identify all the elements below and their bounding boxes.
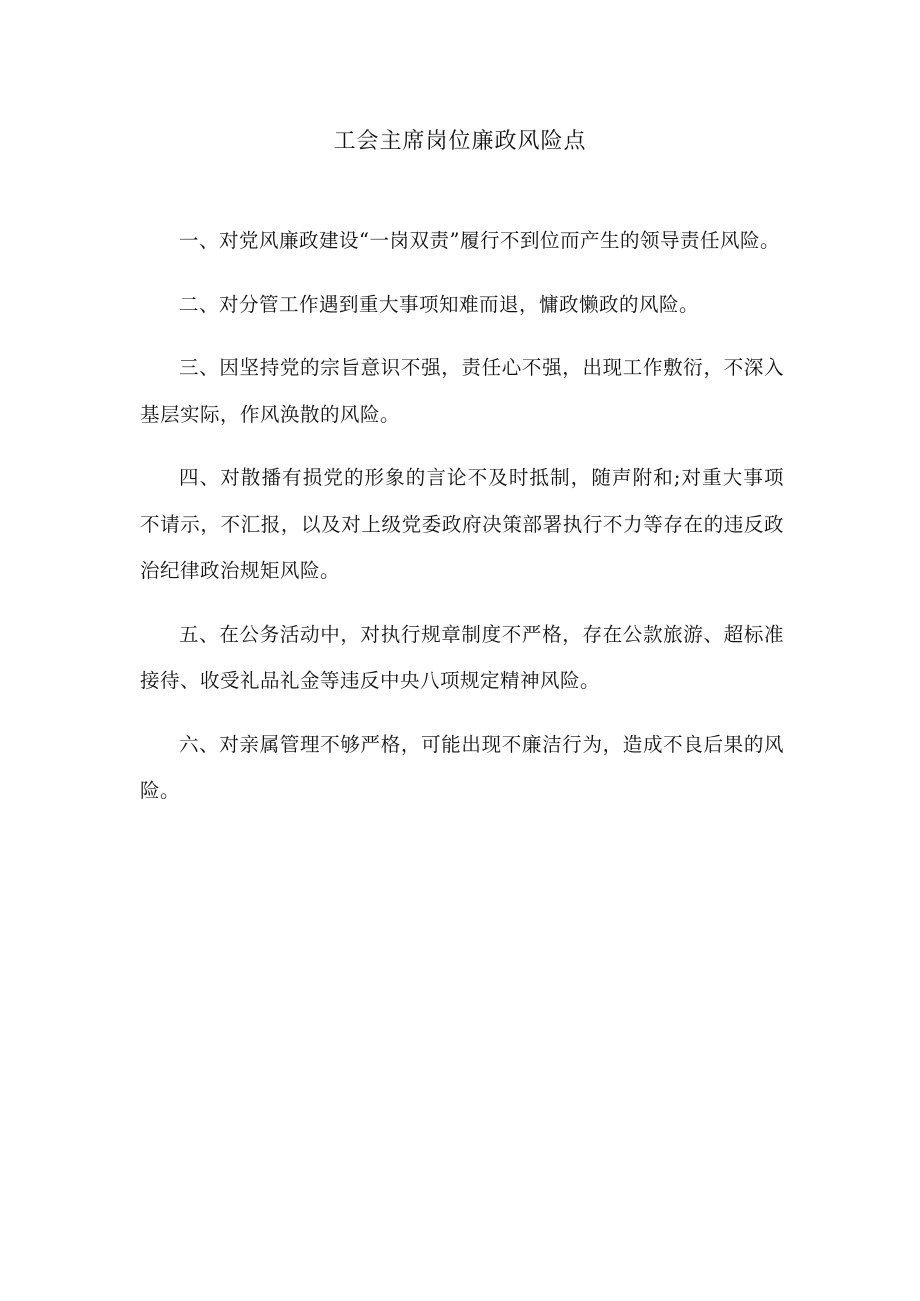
risk-item-3: 三、因坚持党的宗旨意识不强，责任心不强，出现工作敷衍，不深入基层实际，作风涣散的风险。 xyxy=(140,356,784,426)
risk-item-1: 一、对党风廉政建设“一岗双责”履行不到位而产生的领导责任风险。 xyxy=(179,229,780,252)
document-title: 工会主席岗位廉政风险点 xyxy=(333,129,587,154)
document-body xyxy=(140,218,784,832)
risk-item-2: 二、对分管工作遇到重大事项知难而退，慵政懒政的风险。 xyxy=(179,292,700,316)
risk-item-4: 四、对散播有损党的形象的言论不及时抵制，随声附和;对重大事项不请示，不汇报，以及对上级党委政府决策部署执行不力等存在的违反政治纪律政治规矩风险。 xyxy=(140,466,784,582)
risk-item-5: 五、在公务活动中，对执行规章制度不严格，存在公款旅游、超标准接待、收受礼品礼金等违反中央八项规定精神风险。 xyxy=(140,622,784,692)
risk-item-6: 六、对亲属管理不够严格，可能出现不廉洁行为，造成不良后果的风险。 xyxy=(140,732,784,802)
